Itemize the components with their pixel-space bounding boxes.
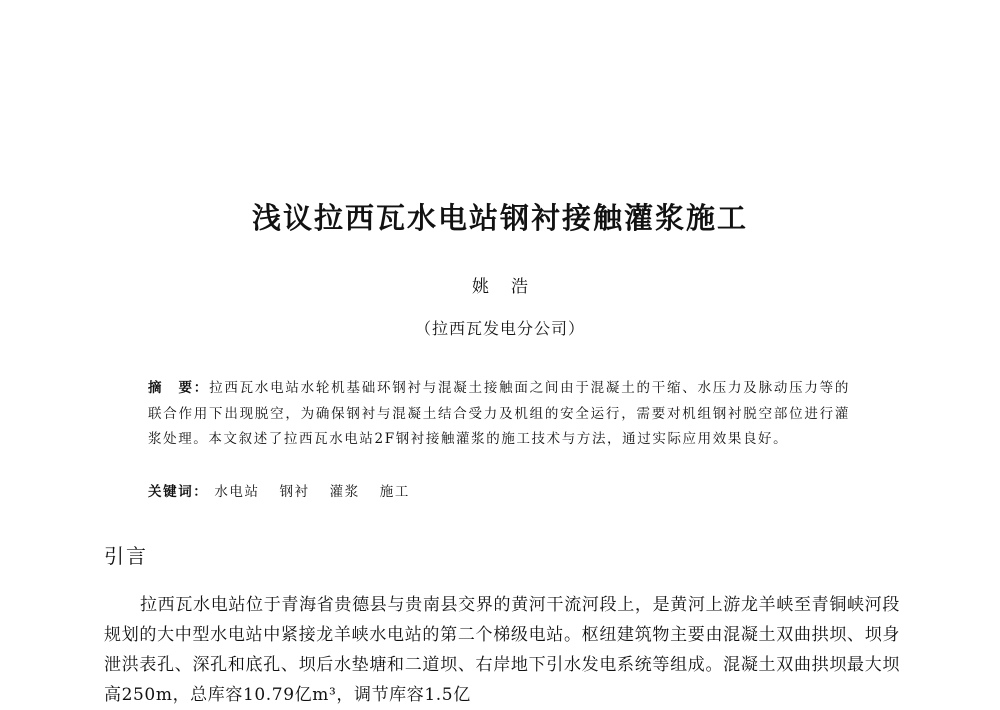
abstract-label: 摘 要： <box>148 380 210 396</box>
keyword: 灌浆 <box>329 484 360 500</box>
author-name: 姚浩 <box>472 277 550 297</box>
body-paragraph: 拉西瓦水电站位于青海省贵德县与贵南县交界的黄河干流河段上，是黄河上游龙羊峡至青铜峡河段规划的大中型水电站中紧接龙羊峡水电站的第二个梯级电站。枢纽建筑物主要由混凝土双曲拱坝、坝身泄洪表孔、深孔和底孔、坝后水垫塘和二道坝、右岸地下引水发电系统等组成。混凝土双曲拱坝最大坝高250m，总库容10.79亿m³，调节库容1.5亿 <box>104 595 900 705</box>
keyword: 钢衬 <box>279 484 310 500</box>
author-affiliation: （拉西瓦发电分公司） <box>414 319 585 338</box>
section-heading: 引言 <box>104 544 148 568</box>
keywords <box>148 480 850 505</box>
keywords-label: 关键词： <box>148 484 209 500</box>
keyword: 施工 <box>379 484 410 500</box>
keyword: 水电站 <box>214 484 260 500</box>
abstract-text: 拉西瓦水电站水轮机基础环钢衬与混凝土接触面之间由于混凝土的干缩、水压力及脉动压力等的联合作用下出现脱空，为确保钢衬与混凝土结合受力及机组的安全运行，需要对机组钢衬脱空部位进行灌浆处理。本文叙述了拉西瓦水电站2F钢衬接触灌浆的施工技术与方法，通过实际应用效果良好。 <box>148 380 850 447</box>
abstract <box>148 376 850 453</box>
paper-title: 浅议拉西瓦水电站钢衬接触灌浆施工 <box>251 201 748 235</box>
